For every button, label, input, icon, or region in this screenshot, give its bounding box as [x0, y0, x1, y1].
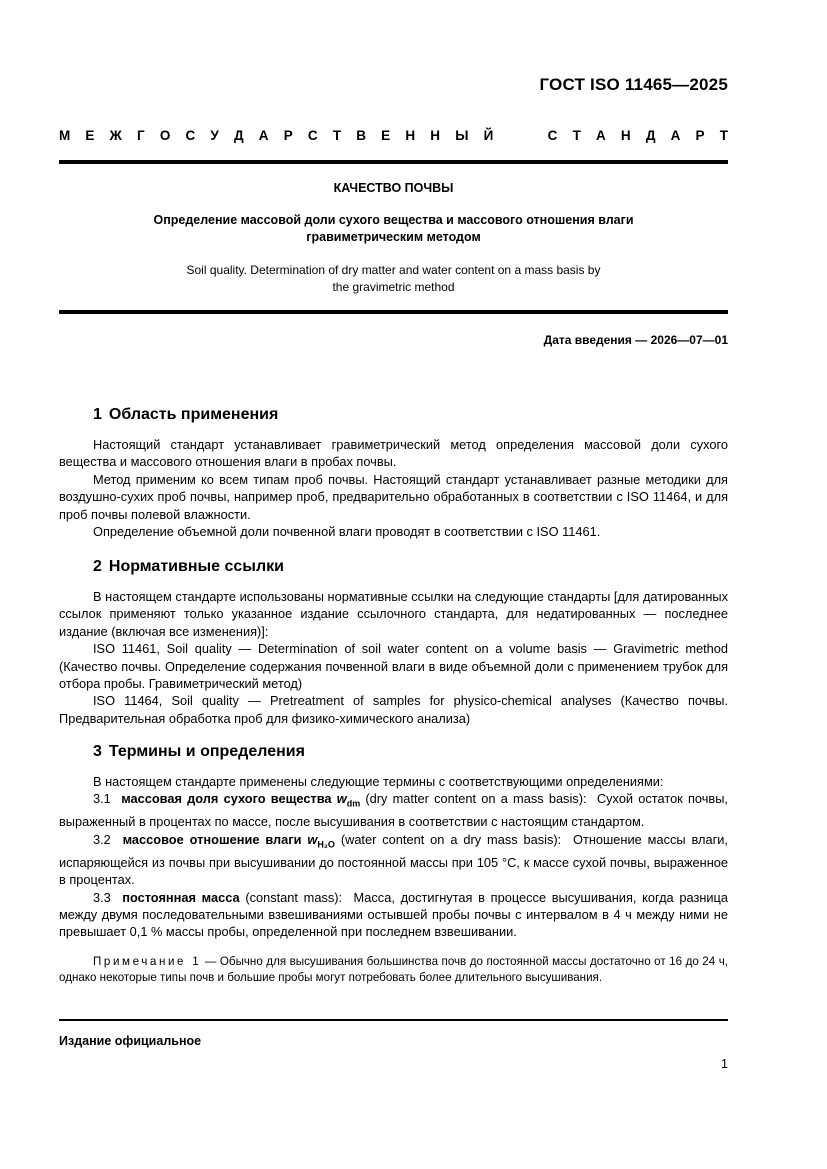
section-normative-references	[59, 558, 728, 727]
note	[59, 954, 728, 987]
banner-word-gap	[508, 128, 532, 143]
title-russian-line1: Определение массовой доли сухого вещества и массового отношения влаги	[153, 213, 634, 227]
banner-letter: Д	[645, 128, 656, 143]
term-entry: 3.1 массовая доля сухого вещества $w_{dm}$ (dry matter content on a mass basis): Сухой остаток почвы, выраженный в процентах по массе, после высушивания в соответствии с настоящим стандартом.	[59, 791, 728, 830]
term-definition: Отношение массы влаги, испаряющейся из почвы при высушивании до постоянной массы при 105 °С, к массе сухой почвы, выраженное в процентах.	[59, 831, 728, 888]
section-number: 1	[93, 406, 102, 423]
standard-number: ГОСТ ISO 11465—2025	[539, 75, 728, 94]
banner-letter: С	[307, 128, 318, 143]
banner-letter: Р	[695, 128, 705, 143]
banner-letter: В	[356, 128, 366, 143]
section-title: Нормативные ссылки	[108, 558, 284, 575]
reference-iso-11464: ISO 11464, Soil quality — Pretreatment of samples for physico-chemical analyses (Качество почвы. Предварительная обработка проб для физико-химического анализа)	[59, 693, 728, 726]
paragraph: Настоящий стандарт устанавливает гравиметрический метод определения массовой доли сухого вещества и массового отношения влаги в пробах почвы.	[59, 437, 728, 470]
paragraph: В настоящем стандарте использованы нормативные ссылки на следующие стандарты [для датированных ссылок применяют только указанное издание ссылочного стандарта, для недатированных — последнее издание (включая все изменения)]:	[59, 589, 728, 639]
paragraph: Метод применим ко всем типам проб почвы. Настоящий стандарт устанавливает разные методики для воздушно-сухих проб почвы, например проб, предварительно обработанных в соответствии с ISO 11464, и для проб почвы полевой влажности.	[59, 471, 728, 522]
banner-letter: Т	[719, 128, 728, 143]
reference-iso-11461: ISO 11461, Soil quality — Determination of soil water content on a volume basis — Gravimetric method (Качество почвы. Определение содержания почвенной влаги в виде объемной доли с применением трубок для отбора пробы. Гравиметрический метод)	[59, 641, 728, 692]
banner-letter: А	[670, 128, 681, 143]
title-rule	[59, 310, 728, 314]
page-number: 1	[721, 1057, 728, 1071]
banner-letter: Е	[381, 128, 391, 143]
banner-letter: С	[547, 128, 558, 143]
title-english	[59, 262, 728, 296]
banner-letter: Н	[405, 128, 416, 143]
section-number: 3	[93, 743, 102, 760]
term-symbol: w	[336, 791, 347, 807]
banner-letter: Е	[85, 128, 95, 143]
banner-letter: У	[210, 128, 219, 143]
title-main: КАЧЕСТВО ПОЧВЫ	[333, 181, 454, 195]
note-text: — Обычно для высушивания большинства почв до постоянной массы достаточно от 16 до 24 ч, однако некоторые типы почв и большие пробы могут потребовать более длительного высушивания.	[59, 954, 728, 985]
term-definition: Масса, достигнутая в процессе высушивания, когда разница между двумя последовательными взвешиваниями остывшей пробы почвы с интервалом в 4 ч между ними не превышает 0,1 % массы пробы, определенной при последнем взвешивании.	[59, 889, 729, 940]
interstate-standard-banner	[59, 128, 728, 143]
section-heading	[93, 558, 728, 576]
banner-letter: О	[159, 128, 171, 143]
banner-letter: Ж	[109, 128, 122, 143]
title-russian-line2: гравиметрическим методом	[306, 230, 481, 244]
footer-rule	[59, 1019, 728, 1021]
banner-letter: Й	[483, 128, 494, 143]
banner-letter: Т	[572, 128, 581, 143]
term-symbol: w	[307, 831, 318, 847]
banner-letter: Ы	[455, 128, 469, 143]
section-title: Область применения	[108, 406, 279, 423]
banner-letter: Д	[234, 128, 244, 143]
banner-letter: Н	[430, 128, 441, 143]
term-entry: 3.2 массовое отношение влаги $w_{H_2O}$ (water content on a dry mass basis): Отношение массы влаги, испаряющейся из почвы при высушивании до постоянной массы при 105 °С, к массе сухой почвы, выраженное в процентах.	[59, 831, 728, 888]
term-name: массовое отношение влаги	[122, 831, 302, 847]
banner-letter: М	[59, 128, 71, 143]
title-english-line1: Soil quality. Determination of dry matter and water content on a mass basis by	[186, 263, 601, 277]
note-label: Примечание 1	[93, 954, 202, 968]
section-terms-definitions	[59, 743, 728, 987]
title-russian	[59, 212, 728, 246]
section-heading	[93, 743, 728, 761]
term-symbol-subscript: dm	[346, 798, 361, 809]
banner-letter: А	[258, 128, 269, 143]
banner-letter: Т	[332, 128, 342, 143]
banner-letter: Г	[136, 128, 145, 143]
paragraph: В настоящем стандарте применены следующие термины с соответствующими определениями:	[93, 774, 664, 789]
banner-letter: Н	[620, 128, 631, 143]
term-name: постоянная масса	[122, 889, 240, 905]
title-english-line2: the gravimetric method	[332, 280, 455, 294]
paragraph: Определение объемной доли почвенной влаги проводят в соответствии с ISO 11461.	[93, 524, 601, 540]
banner-letter: Р	[283, 128, 293, 143]
term-symbol-subscript: H₂O	[317, 839, 335, 850]
section-heading	[93, 406, 728, 424]
section-scope	[59, 406, 728, 540]
banner-letter: А	[595, 128, 606, 143]
term-name: массовая доля сухого вещества	[121, 791, 332, 807]
introduction-date: Дата введения — 2026—07—01	[543, 333, 728, 347]
section-title: Термины и определения	[108, 743, 305, 760]
section-number: 2	[93, 558, 102, 575]
banner-letter: С	[185, 128, 196, 143]
term-definition: Сухой остаток почвы, выраженный в процентах по массе, после высушивания в соответствии с настоящим стандартом.	[59, 791, 728, 830]
official-edition-label: Издание официальное	[59, 1034, 202, 1048]
header-rule	[59, 160, 728, 164]
term-entry: 3.3 постоянная масса (constant mass): Масса, достигнутая в процессе высушивания, когда разница между двумя последовательными взвешиваниями остывшей пробы почвы с интервалом в 4 ч между ними не превышает 0,1 % массы пробы, определенной при последнем взвешивании.	[59, 889, 729, 940]
